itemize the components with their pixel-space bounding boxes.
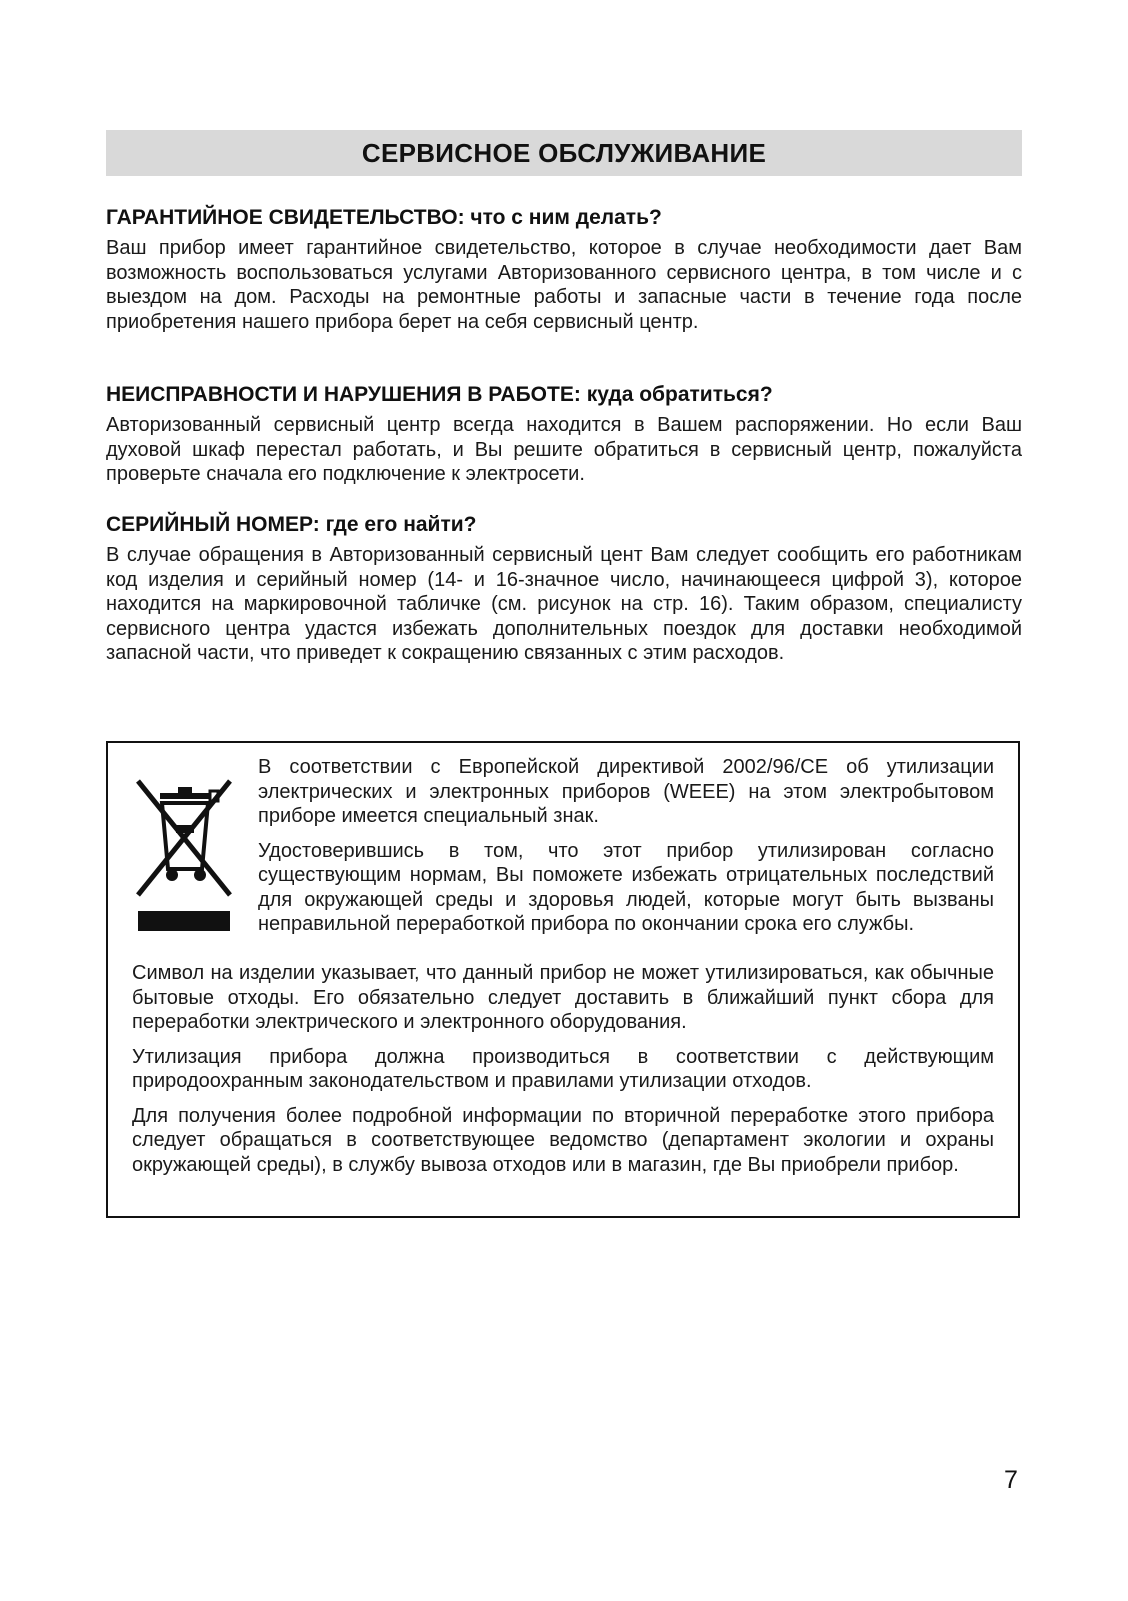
heading-question: что с ним делать?: [470, 206, 662, 229]
heading-question: где его найти?: [325, 513, 477, 536]
weee-text-top: [258, 755, 994, 947]
section-body: Ваш прибор имеет гарантийное свидетельство, которое в случае необходимости дает Вам возможность воспользоваться услугами Авторизованного сервисного центра, в том числе и с выездом на дом. Расходы на ремонтные работы и запасные части в течение года после приобретения нашего прибора берет на себя сервисный центр.: [106, 237, 1022, 333]
weee-text-bottom: [132, 961, 994, 1187]
weee-paragraph: Для получения более подробной информации по вторичной переработке этого прибора следует обращаться в соответствующее ведомство (департамент экологии и охраны окружающей среды), в службу вывоза отходов или в магазин, где Вы приобрели прибор.: [132, 1104, 994, 1176]
page-title: СЕРВИСНОЕ ОБСЛУЖИВАНИЕ: [361, 137, 767, 168]
crossed-out-wheelie-bin-icon: [130, 773, 240, 931]
weee-paragraph: Символ на изделии указывает, что данный прибор не может утилизироваться, как обычные бытовые отходы. Его обязательно следует доставить в ближайший пункт сбора для переработки электрического и электронного оборудования.: [132, 962, 994, 1033]
weee-notice-box: [106, 741, 1020, 1218]
heading-question: куда обратиться?: [586, 383, 773, 406]
page-number: 7: [1004, 1466, 1018, 1494]
section-heading: [106, 204, 1022, 232]
section-body: В случае обращения в Авторизованный сервисный цент Вам следует сообщить его работникам код изделия и серийный номер (14- и 16-значное число, начинающееся цифрой 3), которое находится на маркировочной табличке (см. рисунок на стр. 16). Таким образом, специалисту сервисного центра удастся избежать дополнительных поездок для доставки необходимой запасной части, что приведет к сокращению связанных с этим расходов.: [106, 544, 1022, 664]
heading-main: СЕРИЙНЫЙ НОМЕР:: [106, 513, 320, 536]
heading-main: НЕИСПРАВНОСТИ И НАРУШЕНИЯ В РАБОТЕ:: [106, 383, 581, 406]
section-serial-number: [106, 511, 1022, 666]
section-warranty: [106, 204, 1022, 334]
weee-paragraph: Утилизация прибора должна производиться в соответствии с действующим природоохранным законодательством и правилами утилизации отходов.: [132, 1045, 994, 1092]
section-body: Авторизованный сервисный центр всегда находится в Вашем распоряжении. Но если Ваш духовой шкаф перестал работать, и Вы решите обратиться в сервисный центр, пожалуйста проверьте сначала его подключение к электросети.: [106, 414, 1022, 485]
section-heading: [106, 511, 1022, 539]
section-heading: [106, 381, 1022, 409]
weee-paragraph: Удостоверившись в том, что этот прибор утилизирован согласно существующим нормам, Вы поможете избежать отрицательных последствий для окружающей среды и здоровья людей, которые могут быть вызваны неправильной переработкой прибора по окончании срока его службы.: [258, 839, 994, 935]
section-faults: [106, 381, 1022, 487]
page-title-bar: [106, 130, 1022, 176]
weee-paragraph: В соответствии с Европейской директивой 2002/96/CE об утилизации электрических и электронных приборов (WEEE) на этом электробытовом приборе имеется специальный знак.: [258, 756, 994, 827]
heading-main: ГАРАНТИЙНОЕ СВИДЕТЕЛЬСТВО:: [106, 206, 465, 229]
